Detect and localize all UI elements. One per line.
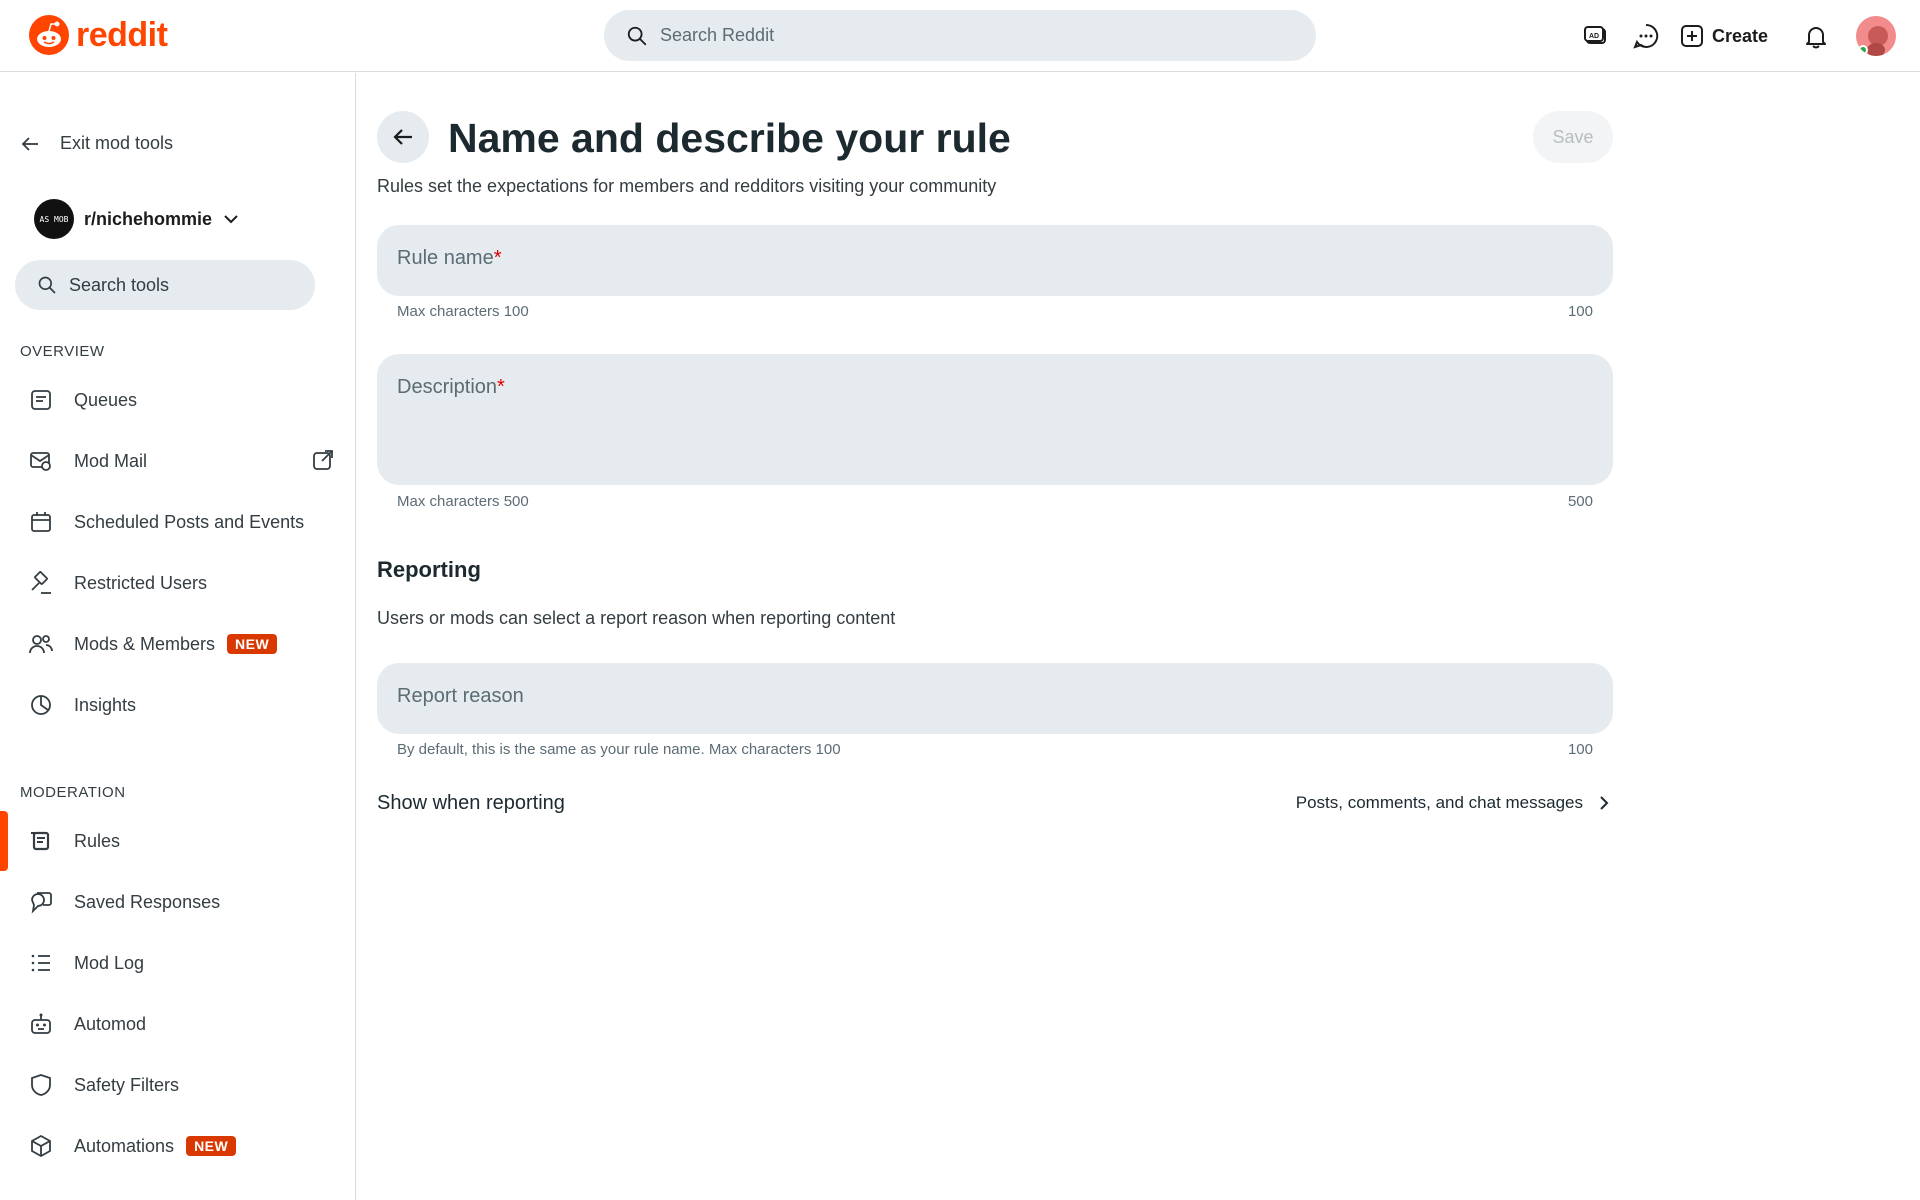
sidebar-item-automod[interactable] [0, 994, 355, 1054]
global-search[interactable] [604, 10, 1316, 61]
create-button[interactable] [1680, 24, 1768, 48]
sidebar-item-rules[interactable] [0, 811, 355, 871]
sidebar-item-scheduled-posts[interactable] [0, 492, 355, 552]
community-switcher[interactable] [34, 199, 240, 239]
logo-wordmark: reddit [76, 15, 168, 54]
chat-button[interactable] [1626, 16, 1666, 56]
show-when-label: Show when reporting [377, 791, 565, 814]
external-link-icon[interactable] [311, 448, 335, 477]
description-helper [397, 493, 1593, 510]
advertise-icon [1582, 22, 1610, 50]
moderation-section-title: MODERATION [20, 784, 126, 801]
tool-search[interactable] [15, 260, 315, 310]
report-reason-placeholder: Report reason [397, 685, 524, 707]
calendar-icon [28, 509, 54, 535]
chevron-down-icon [222, 210, 240, 228]
list-icon [28, 950, 54, 976]
rule-name-helper-text: Max characters 100 [397, 303, 529, 320]
bell-icon [1803, 23, 1829, 49]
mail-icon [28, 448, 54, 474]
community-avatar: AS MOB [34, 199, 74, 239]
sidebar-item-label: Automod [74, 1013, 147, 1034]
report-reason-field[interactable] [377, 663, 1613, 734]
show-when-value [1296, 793, 1613, 813]
svg-text:AD: AD [1588, 33, 1600, 40]
sidebar-item-label: Mods & Members [74, 633, 216, 654]
cube-icon [28, 1133, 54, 1159]
rule-name-placeholder: Rule name [397, 247, 494, 269]
page-subtitle: Rules set the expectations for members and redditors visiting your community [377, 176, 997, 196]
sidebar-item-restricted-users[interactable] [0, 553, 355, 613]
report-reason-char-count: 100 [1567, 741, 1593, 758]
sidebar-item-automations[interactable] [0, 1116, 355, 1176]
reddit-snoo-icon [28, 14, 70, 56]
reporting-heading: Reporting [377, 557, 481, 582]
rule-name-char-count: 100 [1567, 303, 1593, 320]
sidebar-item-mods-members[interactable] [0, 614, 355, 674]
tool-search-input[interactable] [69, 275, 299, 296]
save-button[interactable]: Save [1533, 111, 1613, 163]
sidebar-item-label: Saved Responses [74, 891, 221, 912]
arrow-left-icon [20, 134, 40, 154]
description-placeholder: Description [397, 376, 498, 398]
sidebar-item-label: Safety Filters [74, 1074, 180, 1095]
sidebar-item-label: Scheduled Posts and Events [74, 511, 305, 532]
description-helper-text: Max characters 500 [397, 493, 529, 510]
show-when-value-text: Posts, comments, and chat messages [1295, 793, 1583, 812]
exit-mod-tools-label: Exit mod tools [60, 133, 174, 153]
members-icon [28, 631, 54, 657]
report-reason-helper-text: By default, this is the same as your rule name. Max characters 100 [397, 741, 841, 758]
sidebar-item-safety-filters[interactable] [0, 1055, 355, 1115]
sidebar-item-queues[interactable] [0, 370, 355, 430]
sidebar-item-mod-mail[interactable] [0, 431, 355, 491]
queue-icon [28, 387, 54, 413]
rules-icon [28, 828, 54, 854]
arrow-left-icon [391, 125, 415, 149]
back-button[interactable] [377, 111, 429, 163]
sidebar-item-label: Restricted Users [74, 572, 208, 593]
search-icon [626, 25, 648, 47]
search-icon [37, 275, 57, 295]
rule-name-field[interactable] [377, 225, 1613, 296]
required-marker: * [493, 247, 502, 269]
sidebar-item-label: Insights [74, 694, 137, 715]
create-label: Create [1711, 25, 1768, 46]
show-when-reporting-row[interactable] [377, 783, 1613, 823]
exit-mod-tools-link[interactable] [20, 133, 173, 154]
plus-square-icon [1680, 24, 1704, 48]
chat-icon [1632, 22, 1660, 50]
chevron-right-icon [1595, 794, 1613, 812]
sidebar-item-saved-responses[interactable] [0, 872, 355, 932]
description-field[interactable] [377, 354, 1613, 485]
mod-sidebar [0, 73, 356, 1200]
overview-section-title: OVERVIEW [20, 343, 105, 360]
header-actions [1566, 16, 1896, 56]
report-reason-helper [397, 741, 1593, 758]
rule-name-helper [397, 303, 1593, 320]
notifications-button[interactable] [1796, 16, 1836, 56]
pie-chart-icon [28, 692, 54, 718]
reporting-description: Users or mods can select a report reason when reporting content [377, 608, 896, 628]
sidebar-item-label: Mod Mail [74, 450, 148, 471]
sidebar-item-label: Automations [74, 1135, 175, 1156]
required-marker: * [497, 376, 505, 398]
user-avatar[interactable] [1856, 16, 1896, 56]
new-badge: NEW [186, 1136, 236, 1156]
global-search-input[interactable] [660, 25, 1260, 46]
reddit-logo[interactable] [28, 14, 167, 56]
community-name: r/nichehommie [84, 208, 213, 229]
sidebar-item-insights[interactable] [0, 675, 355, 735]
robot-icon [28, 1011, 54, 1037]
gavel-icon [28, 570, 54, 596]
description-char-count: 500 [1567, 493, 1593, 510]
new-badge: NEW [227, 634, 277, 654]
sidebar-item-label: Rules [74, 830, 121, 851]
saved-responses-icon [28, 889, 54, 915]
page-title: Name and describe your rule [448, 115, 1011, 161]
online-status-dot [1858, 45, 1868, 55]
top-header [0, 0, 1920, 72]
sidebar-item-label: Queues [74, 389, 138, 410]
shield-icon [28, 1072, 54, 1098]
sidebar-item-mod-log[interactable] [0, 933, 355, 993]
advertise-button[interactable] [1576, 16, 1616, 56]
sidebar-item-label: Mod Log [74, 952, 145, 973]
